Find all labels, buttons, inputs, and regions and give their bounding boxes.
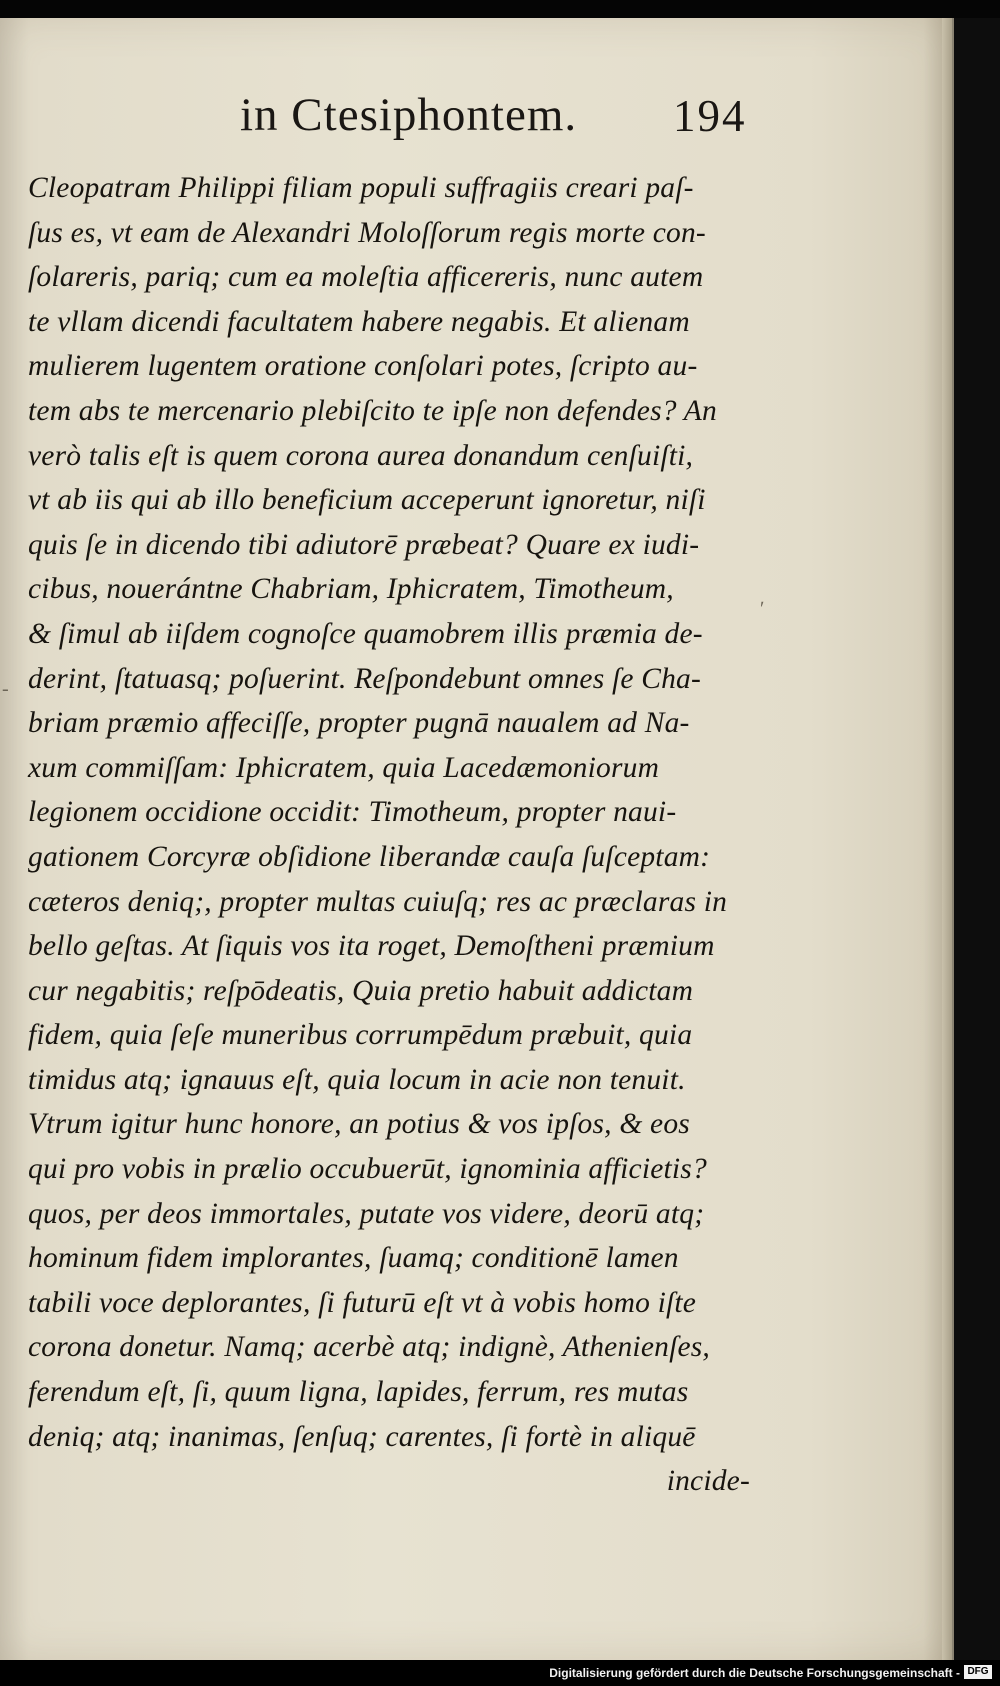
text-line: quos, per deos immortales, putate vos videre, deorū atq;	[28, 1197, 705, 1230]
text-line: quis ſe in dicendo tibi adiutorē præbeat? Quare ex iudi-	[28, 528, 700, 561]
digitization-footer	[0, 1660, 1000, 1686]
scan-top-border	[0, 0, 1000, 18]
text-line: ſolareris, pariq; cum ea moleſtia afficereris, nunc autem	[28, 261, 704, 294]
text-line: cibus, nouerántne Chabriam, Iphicratem, Timotheum,	[28, 573, 674, 606]
text-line: ferendum eſt, ſi, quum ligna, lapides, ferrum, res mutas	[28, 1376, 689, 1409]
page-edge	[942, 18, 952, 1660]
text-line: bello geſtas. At ſiquis vos ita roget, Demoſtheni præmium	[28, 930, 715, 963]
text-line: te vllam dicendi facultatem habere negabis. Et alienam	[28, 305, 690, 338]
page-number: 194	[673, 91, 747, 141]
funding-credit: Digitalisierung gefördert durch die Deutsche Forschungsgemeinschaft -	[549, 1666, 960, 1680]
text-line: corona donetur. Namq; acerbè atq; indignè, Athenienſes,	[28, 1331, 711, 1364]
text-line: Vtrum igitur hunc honore, an potius & vos ipſos, & eos	[28, 1108, 690, 1141]
text-line: deniq; atq; inanimas, ſenſuq; carentes, ſi fortè in aliquē	[28, 1420, 696, 1453]
running-title: in Ctesiphontem.	[240, 89, 578, 141]
body-text	[28, 166, 758, 1504]
dfg-logo-icon: DFG	[964, 1665, 992, 1679]
catchword: incide-	[666, 1465, 750, 1498]
text-line: mulierem lugentem oratione conſolari potes, ſcripto au-	[28, 350, 698, 383]
book-page	[0, 18, 954, 1660]
text-line: timidus atq; ignauus eſt, quia locum in acie non tenuit.	[28, 1063, 686, 1096]
margin-mark: ‐	[2, 678, 9, 700]
text-line: cur negabitis; reſpōdeatis, Quia pretio habuit addictam	[28, 974, 694, 1007]
margin-mark: ʹ	[760, 598, 765, 620]
text-line: fidem, quia ſeſe muneribus corrumpēdum præbuit, quia	[28, 1019, 693, 1052]
text-line: briam præmio affeciſſe, propter pugnā naualem ad Na-	[28, 707, 690, 740]
text-line: tem abs te mercenario plebiſcito te ipſe non defendes? An	[28, 394, 717, 427]
text-line: gationem Corcyræ obſidione liberandæ cauſa ſuſceptam:	[28, 840, 711, 873]
text-line: hominum fidem implorantes, ſuamq; conditionē lamen	[28, 1242, 679, 1275]
text-line: & ſimul ab iiſdem cognoſce quamobrem illis præmia de-	[28, 617, 703, 650]
text-line: cæteros deniq;, propter multas cuiuſq; res ac præclaras in	[28, 885, 728, 918]
page-header	[0, 88, 952, 158]
text-line: legionem occidione occidit: Timotheum, propter naui-	[28, 796, 677, 829]
text-line: derint, ſtatuasq; poſuerint. Reſpondebunt omnes ſe Cha-	[28, 662, 702, 695]
text-line: verò talis eſt is quem corona aurea donandum cenſuiſti,	[28, 439, 694, 472]
text-line: qui pro vobis in prælio occubuerūt, ignominia afficietis?	[28, 1153, 707, 1186]
text-line: vt ab iis qui ab illo beneficium acceperunt ignoretur, niſi	[28, 484, 706, 517]
text-line: tabili voce deplorantes, ſi futurū eſt vt à vobis homo iſte	[28, 1286, 697, 1319]
text-line: xum commiſſam: Iphicratem, quia Lacedæmoniorum	[28, 751, 660, 784]
text-line: Cleopatram Philippi filiam populi suffragiis creari paſ-	[28, 172, 694, 204]
text-line: ſus es, vt eam de Alexandri Moloſſorum regis morte con-	[28, 216, 706, 249]
